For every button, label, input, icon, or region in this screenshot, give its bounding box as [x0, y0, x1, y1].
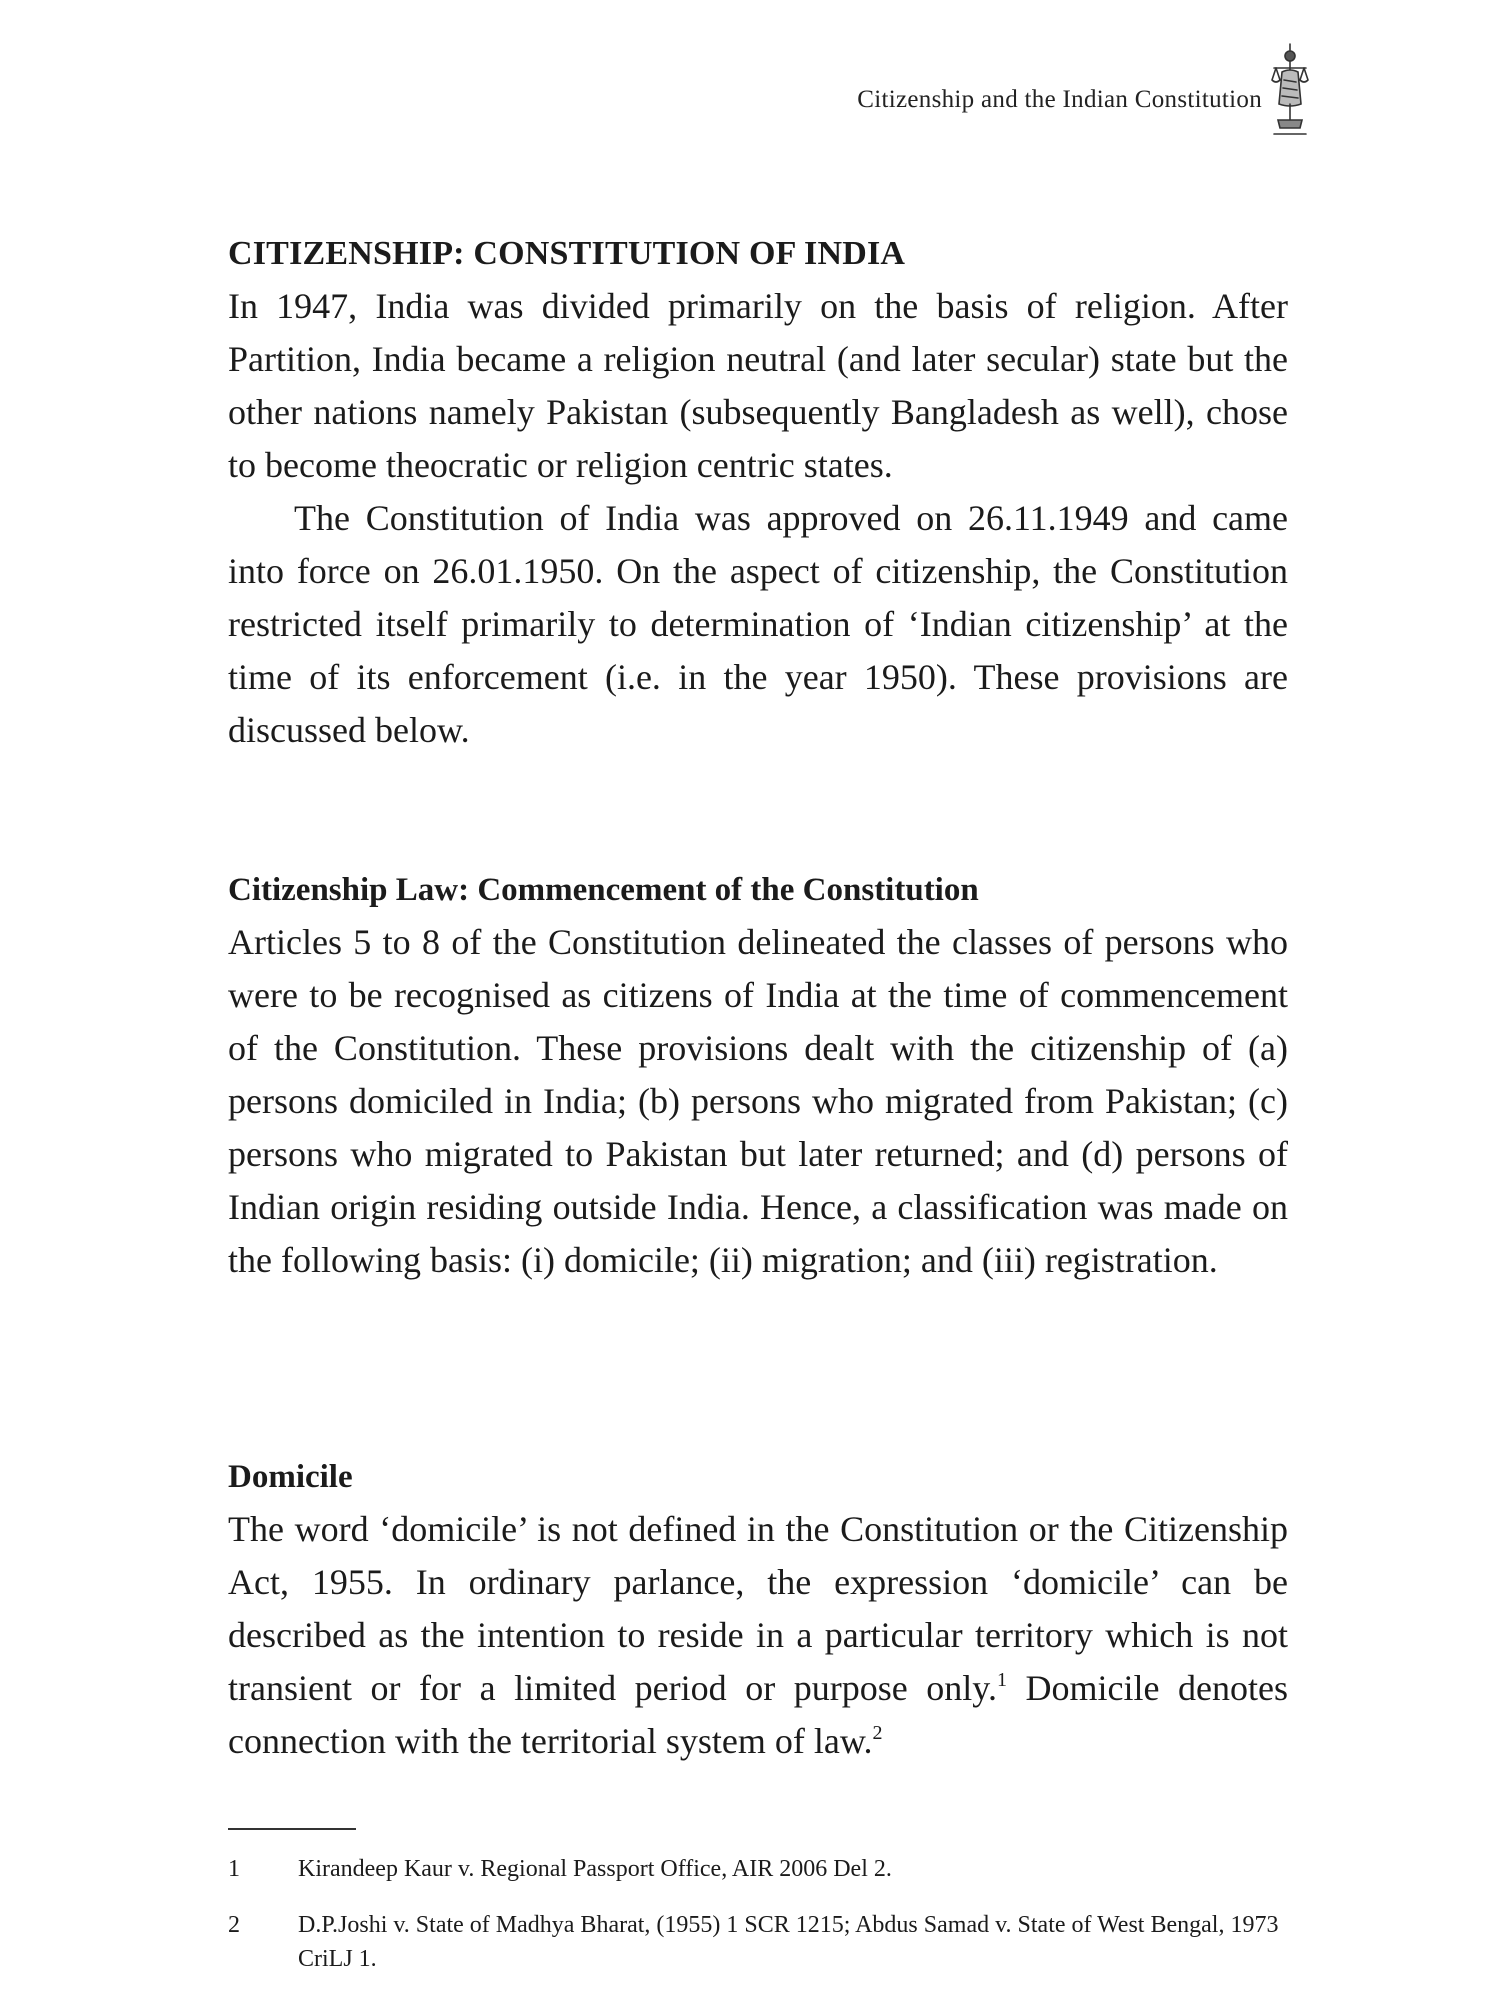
- sub-heading: Domicile: [228, 1459, 353, 1495]
- footnote-text: Kirandeep Kaur v. Regional Passport Office, AIR 2006 Del 2.: [298, 1856, 892, 1882]
- paragraph: [228, 1503, 1288, 1768]
- section-citizenship-constitution: [228, 228, 1288, 757]
- footnote-ref: 2: [872, 1722, 883, 1744]
- section-heading: CITIZENSHIP: CONSTITUTION OF INDIA: [228, 235, 906, 272]
- running-head: Citizenship and the Indian Constitution: [857, 86, 1262, 113]
- footnote-divider: [228, 1828, 356, 1830]
- paragraph: The Constitution of India was approved on 26.11.1949 and came into force on 26.01.1950. On the aspect of citizenship, the Constitution restricted itself primarily to determination of ‘Indian citizenship’ at the time of its enforcement (i.e. in the year 1950). These provisions are discussed below.: [228, 498, 1288, 750]
- footnote: [228, 1908, 1308, 1976]
- paragraph-text: The word ‘domicile’ is not defined in the Constitution or the Citizenship Act, 1955. In ordinary parlance, the expression ‘domicile’ can be described as the intention to reside in a particular territory which is not transient or for a limited period or purpose only.: [228, 1509, 1288, 1708]
- footnote-number: 1: [228, 1856, 240, 1882]
- footnote-text: D.P.Joshi v. State of Madhya Bharat, (1955) 1 SCR 1215; Abdus Samad v. State of West Bengal, 1973 CriLJ 1.: [298, 1912, 1279, 1972]
- footnote: [228, 1852, 1308, 1886]
- section-commencement: [228, 864, 1288, 1287]
- paragraph-text: Domicile denotes connection with the territorial system of law.: [228, 1668, 1288, 1761]
- paragraph: Articles 5 to 8 of the Constitution delineated the classes of persons who were to be recognised as citizens of India at the time of commencement of the Constitution. These provisions dealt with the citizenship of (a) persons domiciled in India; (b) persons who migrated from Pakistan; (c) persons who migrated to Pakistan but later returned; and (d) persons of Indian origin residing outside India. Hence, a classification was made on the following basis: (i) domicile; (ii) migration; and (iii) registration.: [228, 922, 1288, 1280]
- justice-figure-icon: [1268, 42, 1312, 140]
- section-domicile: [228, 1451, 1288, 1768]
- sub-heading: Citizenship Law: Commencement of the Constitution: [228, 872, 979, 908]
- paragraph: In 1947, India was divided primarily on the basis of religion. After Partition, India became a religion neutral (and later secular) state but the other nations namely Pakistan (subsequently Bangladesh as well), chose to become theocratic or religion centric states.: [228, 286, 1288, 485]
- footnote-number: 2: [228, 1912, 240, 1938]
- footnote-ref: 1: [996, 1669, 1007, 1691]
